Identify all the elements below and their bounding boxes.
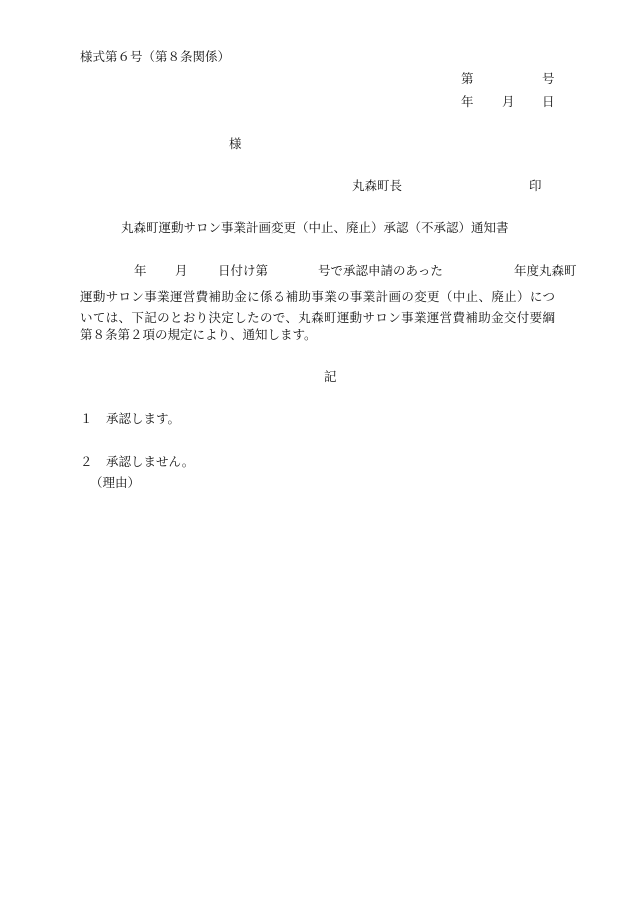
reason-label: （理由） bbox=[90, 475, 141, 490]
body-fiscal: 年度丸森町 bbox=[514, 263, 577, 278]
date-month: 月 bbox=[502, 94, 515, 109]
body-line-3: いては、下記のとおり決定したので、丸森町運動サロン事業運営費補助金交付要綱 bbox=[80, 310, 555, 325]
body-line-4: 第８条第２項の規定により、通知します。 bbox=[80, 327, 317, 342]
body-date-number: 日付け第 bbox=[218, 263, 269, 278]
item-number: ２ bbox=[80, 454, 93, 469]
date-day: 日 bbox=[542, 94, 555, 109]
item-number: １ bbox=[80, 411, 93, 426]
body-request: 号で承認申請のあった bbox=[318, 263, 443, 278]
ki-heading: 記 bbox=[324, 369, 337, 384]
body-year: 年 bbox=[134, 263, 147, 278]
issuer-name: 丸森町長 bbox=[352, 178, 403, 193]
addressee-suffix: 様 bbox=[229, 136, 242, 151]
number-suffix: 号 bbox=[542, 71, 555, 86]
date-year: 年 bbox=[461, 94, 474, 109]
document-title: 丸森町運動サロン事業計画変更（中止、廃止）承認（不承認）通知書 bbox=[121, 220, 509, 235]
body-line-2: 運動サロン事業運営費補助金に係る補助事業の事業計画の変更（中止、廃止）につ bbox=[80, 289, 555, 304]
item-text: 承認します。 bbox=[106, 411, 181, 426]
form-label: 様式第６号（第８条関係） bbox=[80, 49, 231, 64]
seal-mark: 印 bbox=[529, 178, 542, 193]
item-text: 承認しません。 bbox=[106, 454, 195, 469]
body-month: 月 bbox=[175, 263, 188, 278]
number-prefix: 第 bbox=[461, 71, 474, 86]
